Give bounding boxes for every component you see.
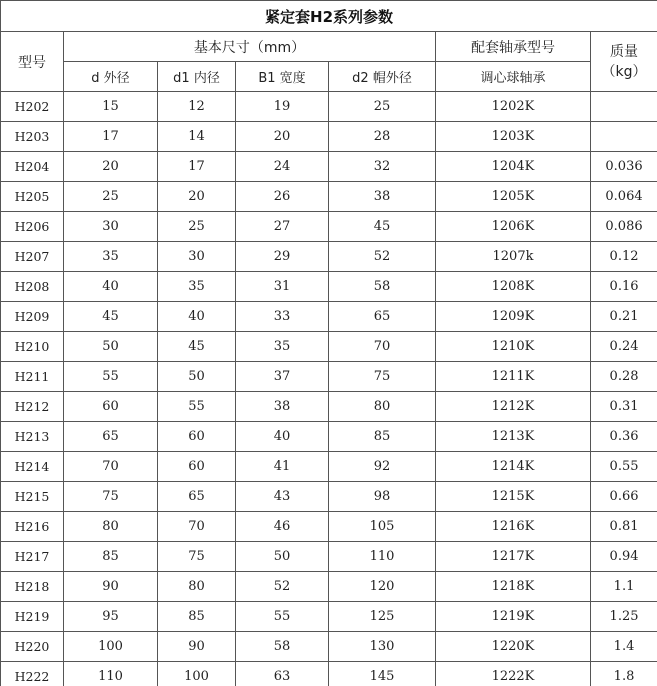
cell-d: 110 (64, 662, 158, 686)
cell-model: H205 (1, 182, 64, 212)
cell-mass: 1.1 (591, 572, 657, 602)
header-d1: d1 内径 (158, 62, 236, 92)
cell-d: 45 (64, 302, 158, 332)
cell-mass: 0.81 (591, 512, 657, 542)
cell-d2: 28 (329, 122, 436, 152)
cell-d1: 80 (158, 572, 236, 602)
cell-d: 95 (64, 602, 158, 632)
cell-bearing: 1222K (436, 662, 591, 686)
cell-model: H212 (1, 392, 64, 422)
table-row (1, 482, 657, 512)
cell-mass: 0.16 (591, 272, 657, 302)
cell-b1: 19 (236, 92, 329, 122)
cell-b1: 43 (236, 482, 329, 512)
cell-b1: 26 (236, 182, 329, 212)
cell-d2: 130 (329, 632, 436, 662)
cell-b1: 29 (236, 242, 329, 272)
cell-d: 75 (64, 482, 158, 512)
cell-model: H222 (1, 662, 64, 686)
cell-d: 100 (64, 632, 158, 662)
cell-d: 40 (64, 272, 158, 302)
cell-bearing: 1220K (436, 632, 591, 662)
cell-d: 55 (64, 362, 158, 392)
cell-d1: 17 (158, 152, 236, 182)
header-model: 型号 (1, 32, 64, 92)
cell-model: H202 (1, 92, 64, 122)
cell-d: 65 (64, 422, 158, 452)
cell-d1: 70 (158, 512, 236, 542)
cell-model: H206 (1, 212, 64, 242)
table-row (1, 122, 657, 152)
cell-d2: 75 (329, 362, 436, 392)
cell-bearing: 1207k (436, 242, 591, 272)
header-row-1 (1, 32, 657, 62)
cell-d1: 20 (158, 182, 236, 212)
cell-mass (591, 92, 657, 122)
cell-d: 17 (64, 122, 158, 152)
cell-d1: 60 (158, 452, 236, 482)
cell-d: 35 (64, 242, 158, 272)
header-d: d 外径 (64, 62, 158, 92)
cell-d1: 85 (158, 602, 236, 632)
table-row (1, 632, 657, 662)
header-mass-stack (602, 42, 647, 82)
cell-d2: 45 (329, 212, 436, 242)
cell-d1: 75 (158, 542, 236, 572)
cell-b1: 33 (236, 302, 329, 332)
cell-b1: 27 (236, 212, 329, 242)
cell-d: 15 (64, 92, 158, 122)
cell-b1: 55 (236, 602, 329, 632)
table-row (1, 542, 657, 572)
cell-d1: 100 (158, 662, 236, 686)
cell-mass: 0.24 (591, 332, 657, 362)
table-row (1, 272, 657, 302)
cell-d2: 92 (329, 452, 436, 482)
cell-mass: 1.25 (591, 602, 657, 632)
title-row (1, 1, 657, 32)
cell-model: H207 (1, 242, 64, 272)
cell-model: H218 (1, 572, 64, 602)
cell-d1: 65 (158, 482, 236, 512)
table-row (1, 152, 657, 182)
cell-model: H214 (1, 452, 64, 482)
cell-d2: 65 (329, 302, 436, 332)
cell-bearing: 1209K (436, 302, 591, 332)
cell-d2: 80 (329, 392, 436, 422)
cell-b1: 63 (236, 662, 329, 686)
table-row (1, 332, 657, 362)
cell-bearing: 1205K (436, 182, 591, 212)
cell-b1: 41 (236, 452, 329, 482)
header-bearing: 配套轴承型号 (436, 32, 591, 62)
table-row (1, 362, 657, 392)
cell-b1: 40 (236, 422, 329, 452)
table-row (1, 512, 657, 542)
cell-d: 50 (64, 332, 158, 362)
cell-d: 60 (64, 392, 158, 422)
cell-model: H208 (1, 272, 64, 302)
cell-d1: 60 (158, 422, 236, 452)
header-b1: B1 宽度 (236, 62, 329, 92)
cell-model: H220 (1, 632, 64, 662)
cell-d2: 58 (329, 272, 436, 302)
cell-model: H210 (1, 332, 64, 362)
cell-model: H209 (1, 302, 64, 332)
cell-d2: 105 (329, 512, 436, 542)
cell-mass: 1.4 (591, 632, 657, 662)
cell-bearing: 1203K (436, 122, 591, 152)
cell-bearing: 1214K (436, 452, 591, 482)
header-mass-label: 质量 (610, 43, 639, 60)
cell-d2: 98 (329, 482, 436, 512)
cell-d2: 25 (329, 92, 436, 122)
cell-d1: 50 (158, 362, 236, 392)
header-mass (591, 32, 657, 92)
cell-mass: 0.36 (591, 422, 657, 452)
cell-d: 70 (64, 452, 158, 482)
table-row (1, 662, 657, 686)
cell-b1: 37 (236, 362, 329, 392)
cell-d2: 145 (329, 662, 436, 686)
cell-model: H219 (1, 602, 64, 632)
cell-d: 25 (64, 182, 158, 212)
cell-model: H203 (1, 122, 64, 152)
cell-d1: 12 (158, 92, 236, 122)
cell-bearing: 1206K (436, 212, 591, 242)
cell-d2: 38 (329, 182, 436, 212)
cell-d1: 45 (158, 332, 236, 362)
cell-d: 80 (64, 512, 158, 542)
cell-b1: 35 (236, 332, 329, 362)
cell-d2: 125 (329, 602, 436, 632)
cell-d2: 52 (329, 242, 436, 272)
cell-mass: 0.064 (591, 182, 657, 212)
cell-b1: 20 (236, 122, 329, 152)
cell-mass: 0.036 (591, 152, 657, 182)
cell-model: H215 (1, 482, 64, 512)
cell-d1: 90 (158, 632, 236, 662)
cell-d2: 32 (329, 152, 436, 182)
table-row (1, 422, 657, 452)
cell-bearing: 1215K (436, 482, 591, 512)
cell-d2: 85 (329, 422, 436, 452)
cell-mass: 0.28 (591, 362, 657, 392)
spec-table-body (1, 1, 657, 686)
cell-bearing: 1213K (436, 422, 591, 452)
cell-d: 20 (64, 152, 158, 182)
cell-b1: 50 (236, 542, 329, 572)
cell-model: H211 (1, 362, 64, 392)
table-row (1, 182, 657, 212)
cell-b1: 24 (236, 152, 329, 182)
cell-bearing: 1216K (436, 512, 591, 542)
cell-bearing: 1208K (436, 272, 591, 302)
cell-b1: 52 (236, 572, 329, 602)
cell-b1: 31 (236, 272, 329, 302)
cell-b1: 46 (236, 512, 329, 542)
cell-d1: 30 (158, 242, 236, 272)
table-row (1, 212, 657, 242)
table-row (1, 572, 657, 602)
header-row-2 (1, 62, 657, 92)
cell-mass: 0.94 (591, 542, 657, 572)
cell-mass: 0.12 (591, 242, 657, 272)
cell-mass (591, 122, 657, 152)
cell-model: H217 (1, 542, 64, 572)
cell-mass: 0.31 (591, 392, 657, 422)
cell-d1: 35 (158, 272, 236, 302)
table-row (1, 392, 657, 422)
cell-d1: 25 (158, 212, 236, 242)
cell-bearing: 1210K (436, 332, 591, 362)
header-mass-unit: （kg） (601, 63, 647, 80)
cell-d1: 55 (158, 392, 236, 422)
cell-d1: 14 (158, 122, 236, 152)
table-row (1, 452, 657, 482)
cell-bearing: 1204K (436, 152, 591, 182)
cell-mass: 1.8 (591, 662, 657, 686)
cell-bearing: 1211K (436, 362, 591, 392)
cell-d2: 70 (329, 332, 436, 362)
cell-model: H213 (1, 422, 64, 452)
cell-d1: 40 (158, 302, 236, 332)
cell-model: H216 (1, 512, 64, 542)
table-row (1, 92, 657, 122)
header-d2: d2 帽外径 (329, 62, 436, 92)
cell-mass: 0.086 (591, 212, 657, 242)
cell-bearing: 1219K (436, 602, 591, 632)
cell-d: 85 (64, 542, 158, 572)
cell-bearing: 1218K (436, 572, 591, 602)
cell-bearing: 1212K (436, 392, 591, 422)
table-row (1, 302, 657, 332)
cell-b1: 58 (236, 632, 329, 662)
cell-d2: 110 (329, 542, 436, 572)
cell-mass: 0.66 (591, 482, 657, 512)
cell-d: 30 (64, 212, 158, 242)
cell-bearing: 1202K (436, 92, 591, 122)
cell-bearing: 1217K (436, 542, 591, 572)
table-row (1, 602, 657, 632)
table-title: 紧定套H2系列参数 (1, 1, 657, 32)
cell-model: H204 (1, 152, 64, 182)
cell-d2: 120 (329, 572, 436, 602)
table-row (1, 242, 657, 272)
cell-mass: 0.21 (591, 302, 657, 332)
cell-d: 90 (64, 572, 158, 602)
cell-b1: 38 (236, 392, 329, 422)
header-basic-dimensions: 基本尺寸（mm） (64, 32, 436, 62)
cell-mass: 0.55 (591, 452, 657, 482)
header-bearing-type: 调心球轴承 (436, 62, 591, 92)
